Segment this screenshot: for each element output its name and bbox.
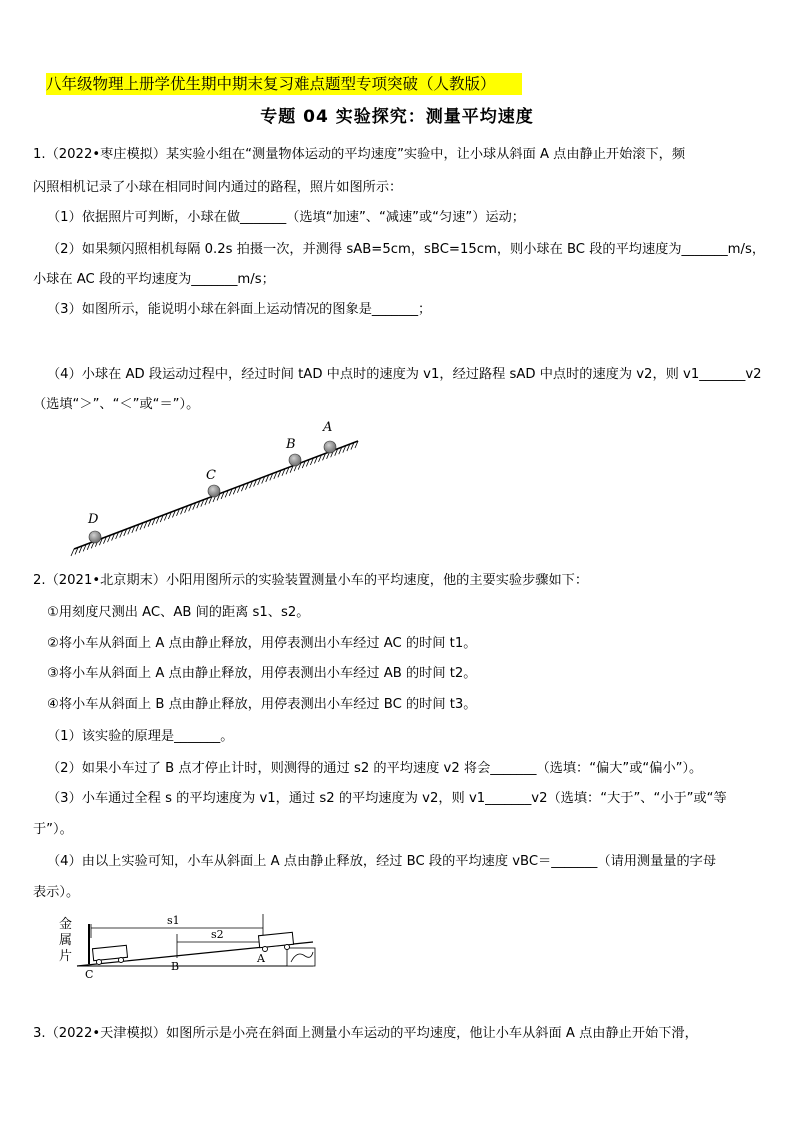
ball-d [89, 531, 101, 543]
q2-part4-line1: （4）由以上实验可知，小车从斜面上 A 点由静止释放，经过 BC 段的平均速度 vBC＝_______（请用测量量的字母 [47, 854, 717, 869]
label-a: A [257, 952, 265, 965]
label-metal-3: 片 [59, 949, 73, 964]
q1-stem-line1: 1.（2022•枣庄模拟）某实验小组在“测量物体运动的平均速度”实验中，让小球从斜面 A 点由静止开始滚下，频 [33, 147, 686, 162]
q2-part1: （1）该实验的原理是_______。 [47, 729, 234, 744]
ball-b [289, 454, 301, 466]
support-block [287, 948, 315, 966]
ball-c [208, 485, 220, 497]
q1-part1: （1）依据照片可判断，小球在做_______（选填“加速”、“减速”或“匀速”）运动； [47, 210, 525, 225]
series-banner: 八年级物理上册学优生期中期末复习难点题型专项突破（人教版） [46, 73, 522, 95]
label-b: B [171, 960, 180, 973]
q2-step4: ④将小车从斜面上 B 点由静止释放，用停表测出小车经过 BC 的时间 t3。 [47, 697, 477, 712]
q3-stem: 3.（2022•天津模拟）如图所示是小亮在斜面上测量小车运动的平均速度，他让小车从斜面 A 点由静止开始下滑， [33, 1026, 698, 1041]
q1-part4-line2: （选填“＞”、“＜”或“＝”）。 [33, 397, 200, 412]
hatch-line [71, 549, 74, 556]
label-s1: s1 [167, 914, 180, 927]
q2-cart-figure [55, 910, 325, 984]
q2-step3: ③将小车从斜面上 A 点由静止释放，用停表测出小车经过 AB 的时间 t2。 [47, 666, 477, 681]
q1-incline-figure [70, 415, 370, 564]
page-title: 专题 04 实验探究：测量平均速度 [260, 107, 534, 127]
q1-part2-line1: （2）如果频闪照相机每隔 0.2s 拍摄一次，并测得 sAB=5cm，sBC=15cm，则小球在 BC 段的平均速度为_______m/s， [47, 242, 766, 257]
label-b: B [286, 437, 296, 452]
label-a: A [323, 420, 333, 435]
q2-step1: ①用刻度尺测出 AC、AB 间的距离 s1、s2。 [47, 605, 310, 620]
label-d: D [88, 512, 99, 527]
ball-a [324, 441, 336, 453]
q2-part3-line1: （3）小车通过全程 s 的平均速度为 v1，通过 s2 的平均速度为 v2，则 v1_______v2（选填：“大于”、“小于”或“等 [47, 791, 727, 806]
q1-part3: （3）如图所示，能说明小球在斜面上运动情况的图象是_______； [47, 302, 432, 317]
q1-part4-line1: （4）小球在 AD 段运动过程中，经过时间 tAD 中点时的速度为 v1，经过路程 sAD 中点时的速度为 v2，则 v1_______v2 [47, 367, 762, 382]
label-c: C [206, 468, 216, 483]
q1-stem-line2: 闪照相机记录了小球在相同时间内通过的路程，照片如图所示： [33, 180, 403, 195]
q2-part2: （2）如果小车过了 B 点才停止计时，则测得的通过 s2 的平均速度 v2 将会_______（选填：“偏大”或“偏小”）。 [47, 761, 703, 776]
label-metal-2: 属 [59, 933, 73, 948]
q2-stem: 2.（2021•北京期末）小阳用图所示的实验装置测量小车的平均速度，他的主要实验步骤如下： [33, 573, 589, 588]
label-c: C [85, 968, 94, 980]
label-metal-1: 金 [59, 917, 73, 932]
q2-step2: ②将小车从斜面上 A 点由静止释放，用停表测出小车经过 AC 的时间 t1。 [47, 636, 477, 651]
q1-part2-line2: 小球在 AC 段的平均速度为_______m/s； [33, 272, 275, 287]
q2-part4-line2: 表示）。 [33, 885, 80, 900]
incline-hatching [71, 441, 358, 556]
q2-part3-line2: 于”）。 [33, 822, 73, 837]
label-s2: s2 [211, 928, 224, 941]
